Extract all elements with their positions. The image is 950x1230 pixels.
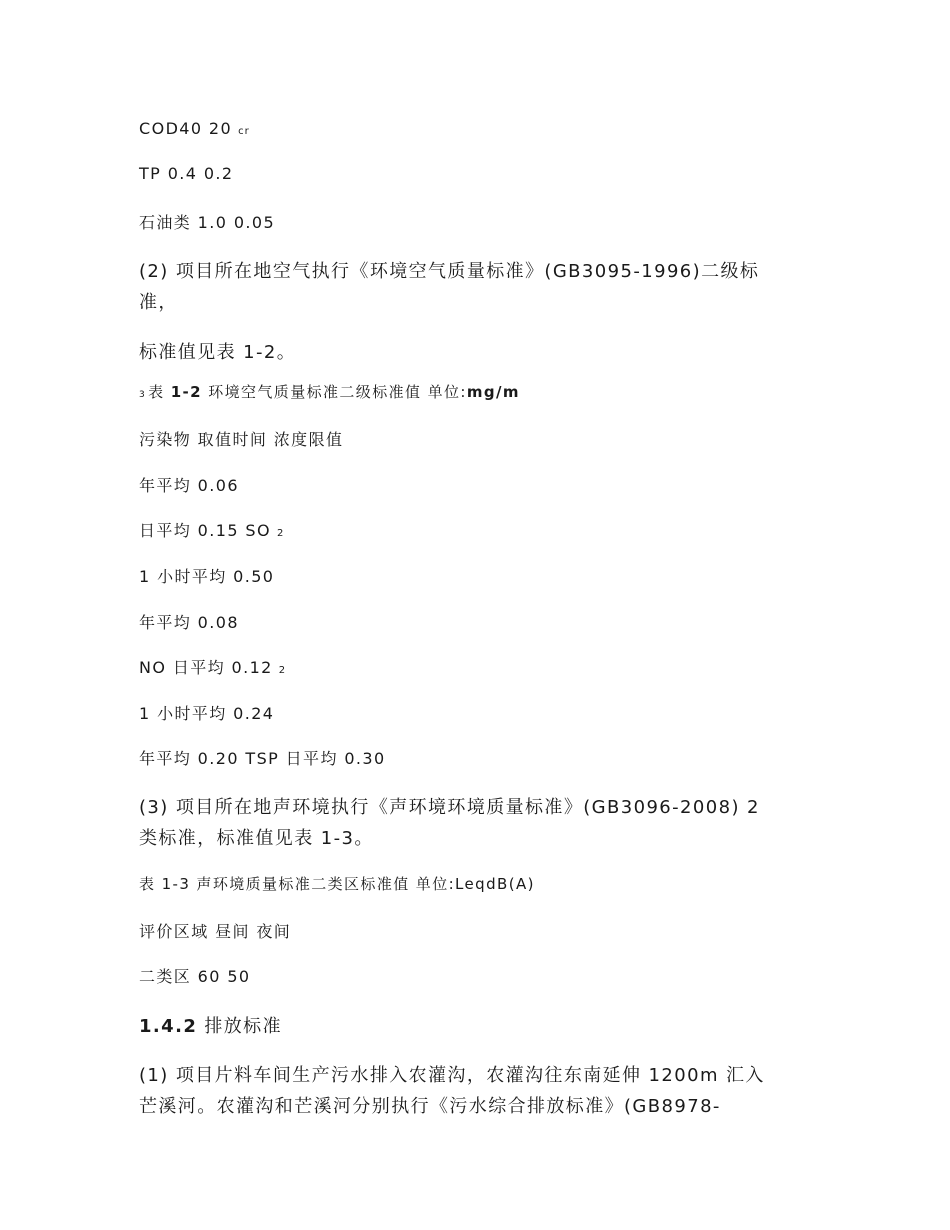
table-1-2-caption: 3 表 1-2 环境空气质量标准二级标准值 单位:mg/m [139,383,520,401]
table-row: NO 日平均 0.12 2 [139,658,287,677]
table-row: 年平均 0.06 [139,476,239,495]
line-petroleum: 石油类 1.0 0.05 [139,213,276,232]
paragraph-3-line-1: (3) 项目所在地声环境执行《声环境环境质量标准》(GB3096-2008) 2 [139,797,760,818]
section-title: 排放标准 [204,1016,282,1037]
table-row: 1 小时平均 0.24 [139,704,275,723]
paragraph-2-line-2: 准， [139,292,178,313]
paragraph-3-line-2: 类标准，标准值见表 1-3。 [139,828,374,849]
line-cod: COD40 20 cr [139,119,250,138]
table-row: 年平均 0.20 TSP 日平均 0.30 [139,749,386,768]
table-1-2-header: 污染物 取值时间 浓度限值 [139,430,344,449]
table-row: 日平均 0.15 SO 2 [139,521,285,540]
table-row: 年平均 0.08 [139,613,239,632]
paragraph-4-line-2: 芒溪河。农灌沟和芒溪河分别执行《污水综合排放标准》(GB8978- [139,1096,721,1117]
table-row: 1 小时平均 0.50 [139,567,275,586]
paragraph-2-line-1: (2) 项目所在地空气执行《环境空气质量标准》(GB3095-1996)二级标 [139,261,760,282]
table-1-3-header: 评价区域 昼间 夜间 [139,922,292,941]
line-tp: TP 0.4 0.2 [139,164,234,183]
section-number: 1.4.2 [139,1016,198,1037]
subscript-cr: cr [238,126,250,137]
section-heading [139,1012,282,1038]
paragraph-2-line-3: 标准值见表 1-2。 [139,342,297,363]
table-row: 二类区 60 50 [139,967,251,986]
paragraph-4-line-1: (1) 项目片料车间生产污水排入农灌沟，农灌沟往东南延伸 1200m 汇入 [139,1065,765,1086]
table-1-3-caption: 表 1-3 声环境质量标准二类区标准值 单位:LeqdB(A) [139,875,535,893]
